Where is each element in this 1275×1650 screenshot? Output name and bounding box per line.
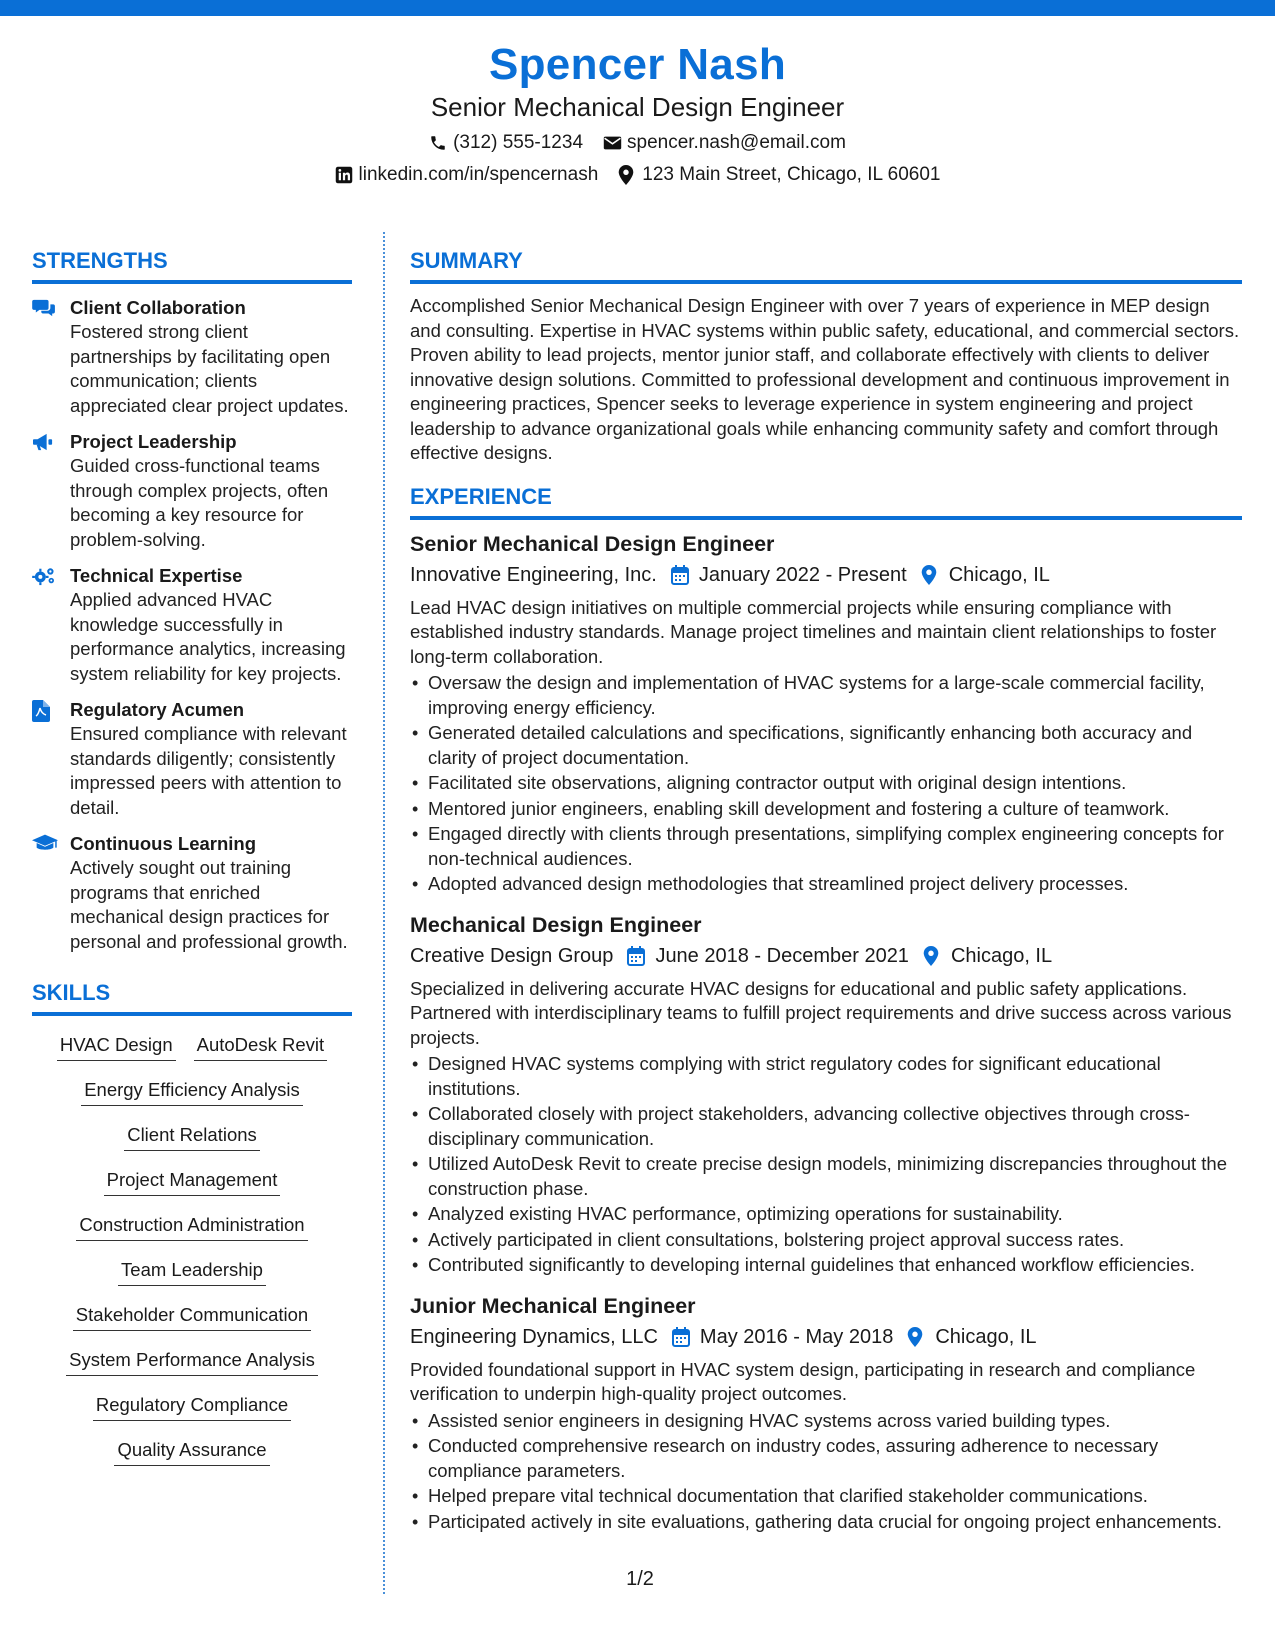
skill-row <box>32 1339 352 1384</box>
job-bullet: • Facilitated site observations, aligning contractor output with original design intentions. <box>410 771 1242 796</box>
job-dates: January 2022 - Present <box>698 563 907 586</box>
contact-row-1 <box>0 131 1275 155</box>
strength-desc: Ensured compliance with relevant standards diligently; consistently impressed peers with attention to detail. <box>70 723 347 818</box>
job-bullet: • Adopted advanced design methodologies that streamlined project delivery processes. <box>410 872 1242 897</box>
skill-tag: Team Leadership <box>118 1258 266 1286</box>
skill-row <box>32 1069 352 1114</box>
job-bullet: • Mentored junior engineers, enabling skill development and fostering a culture of teamwork. <box>410 797 1242 822</box>
job-bullet: • Analyzed existing HVAC performance, optimizing operations for sustainability. <box>410 1202 1242 1227</box>
experience-title: EXPERIENCE <box>410 484 1242 520</box>
job-bullets <box>410 671 1242 897</box>
job-entry <box>410 530 1242 897</box>
job-bullet: • Conducted comprehensive research on industry codes, assuring adherence to necessary compliance parameters. <box>410 1434 1242 1483</box>
page-number: 1/2 <box>626 1568 654 1590</box>
job-company: Engineering Dynamics, LLC <box>410 1325 658 1348</box>
skill-row <box>32 1114 352 1159</box>
megaphone-icon <box>32 430 70 552</box>
linkedin-text: linkedin.com/in/spencernash <box>358 164 599 185</box>
linkedin-contact[interactable] <box>335 164 599 186</box>
job-bullet: • Oversaw the design and implementation of HVAC systems for a large-scale commercial facility, improving energy efficiency. <box>410 671 1242 720</box>
job-description: Lead HVAC design initiatives on multiple commercial projects while ensuring compliance with established industry standards. Manage project timelines and maintain client relationships to foster long-term collaboration. <box>410 596 1217 667</box>
map-pin-icon <box>907 1326 927 1348</box>
skill-tag: System Performance Analysis <box>66 1348 318 1376</box>
skill-row <box>32 1294 352 1339</box>
job-location: Chicago, IL <box>948 563 1050 586</box>
job-bullet: • Helped prepare vital technical documentation that clarified stakeholder communications. <box>410 1484 1242 1509</box>
resume-header <box>0 40 1275 187</box>
job-bullet: • Utilized AutoDesk Revit to create precise design models, minimizing discrepancies throughout the construction phase. <box>410 1152 1242 1201</box>
skill-tag: Construction Administration <box>76 1213 307 1241</box>
summary-text: Accomplished Senior Mechanical Design Engineer with over 7 years of experience in MEP design and consulting. Expertise in HVAC systems within public safety, educational, and commercial sectors. Proven ability to lead projects, mentor junior staff, and collaborate effectively with clients to deliver innovative design solutions. Committed to professional development and continuous improvement in engineering practices, Spencer seeks to leverage experience in system engineering and project leadership to advance organizational goals while enhancing community safety and comfort through effective designs. <box>410 295 1240 463</box>
job-bullet: • Participated actively in site evaluations, gathering data crucial for ongoing project enhancements. <box>410 1510 1242 1535</box>
skill-tag: HVAC Design <box>57 1033 176 1061</box>
skill-tag: Project Management <box>104 1168 281 1196</box>
job-bullet: • Contributed significantly to developing internal guidelines that enhanced workflow efficiencies. <box>410 1253 1242 1278</box>
strength-title: Client Collaboration <box>70 297 246 318</box>
job-bullet: • Engaged directly with clients through presentations, simplifying complex engineering concepts for non-technical audiences. <box>410 822 1242 871</box>
strength-item <box>32 698 352 820</box>
strength-item <box>32 564 352 686</box>
skill-tag: Energy Efficiency Analysis <box>81 1078 303 1106</box>
candidate-role: Senior Mechanical Design Engineer <box>430 92 845 122</box>
top-accent-bar <box>0 0 1275 16</box>
strength-title: Project Leadership <box>70 431 237 452</box>
map-pin-icon <box>923 945 943 967</box>
map-pin-icon <box>618 165 638 185</box>
skill-tag: Regulatory Compliance <box>93 1393 291 1421</box>
phone-icon <box>429 133 449 153</box>
job-bullets <box>410 1409 1242 1535</box>
job-bullet: • Designed HVAC systems complying with strict regulatory codes for significant educational institutions. <box>410 1052 1242 1101</box>
summary-title: SUMMARY <box>410 248 1242 284</box>
skills-list <box>32 1024 352 1474</box>
column-divider <box>383 232 385 1594</box>
job-title: Mechanical Design Engineer <box>410 912 702 937</box>
skill-row <box>32 1024 352 1069</box>
strength-item <box>32 832 352 954</box>
job-bullet: • Actively participated in client consultations, bolstering project approval success rates. <box>410 1228 1242 1253</box>
strengths-title: STRENGTHS <box>32 248 352 284</box>
linkedin-icon <box>335 165 355 185</box>
envelope-icon <box>603 133 623 153</box>
document-icon <box>32 698 70 820</box>
job-meta <box>410 560 1242 590</box>
skill-row <box>32 1204 352 1249</box>
skill-tag: Client Relations <box>124 1123 260 1151</box>
skill-tag: Quality Assurance <box>114 1438 269 1466</box>
comments-icon <box>32 296 70 418</box>
job-bullet: • Collaborated closely with project stakeholders, advancing collective objectives through cross-disciplinary communication. <box>410 1102 1242 1151</box>
job-bullet: • Assisted senior engineers in designing HVAC systems across varied building types. <box>410 1409 1242 1434</box>
candidate-name: Spencer Nash <box>488 40 787 89</box>
skill-row <box>32 1249 352 1294</box>
job-title: Junior Mechanical Engineer <box>410 1293 696 1318</box>
strength-title: Technical Expertise <box>70 565 243 586</box>
job-company: Innovative Engineering, Inc. <box>410 563 657 586</box>
strength-desc: Applied advanced HVAC knowledge successfully in performance analytics, increasing system reliability for key projects. <box>70 589 346 684</box>
gears-icon <box>32 564 70 686</box>
strength-desc: Fostered strong client partnerships by facilitating open communication; clients appreciated clear project updates. <box>70 321 349 416</box>
left-column <box>32 248 352 1474</box>
strength-desc: Guided cross-functional teams through complex projects, often becoming a key resource for problem-solving. <box>70 455 329 550</box>
skill-tag: AutoDesk Revit <box>194 1033 328 1061</box>
strength-item <box>32 296 352 418</box>
calendar-icon <box>672 1326 692 1348</box>
job-bullets <box>410 1052 1242 1278</box>
job-company: Creative Design Group <box>410 944 614 967</box>
strength-item <box>32 430 352 552</box>
job-location: Chicago, IL <box>935 1325 1037 1348</box>
map-pin-icon <box>921 564 941 586</box>
graduation-cap-icon <box>32 832 70 954</box>
skill-row <box>32 1384 352 1429</box>
right-column <box>410 248 1242 1534</box>
job-bullet: • Generated detailed calculations and specifications, significantly enhancing both accuracy and clarity of project documentation. <box>410 721 1242 770</box>
address-text: 123 Main Street, Chicago, IL 60601 <box>642 164 941 185</box>
calendar-icon <box>671 564 691 586</box>
job-meta <box>410 941 1242 971</box>
strength-desc: Actively sought out training programs that enriched mechanical design practices for personal and professional growth. <box>70 857 348 952</box>
email-text: spencer.nash@email.com <box>627 132 846 153</box>
job-entry <box>410 1292 1242 1535</box>
skill-tag: Stakeholder Communication <box>73 1303 311 1331</box>
email-contact[interactable] <box>603 132 846 154</box>
job-description: Specialized in delivering accurate HVAC designs for educational and public safety applications. Partnered with interdisciplinary teams to fulfill project requirements and drive success across various projects. <box>410 977 1232 1048</box>
job-meta <box>410 1322 1242 1352</box>
skill-row <box>32 1159 352 1204</box>
contact-row-2 <box>0 163 1275 187</box>
calendar-icon <box>627 945 647 967</box>
job-title: Senior Mechanical Design Engineer <box>410 531 775 556</box>
address-contact <box>618 164 940 186</box>
job-location: Chicago, IL <box>950 944 1053 967</box>
strength-title: Continuous Learning <box>70 833 257 854</box>
phone-text: (312) 555-1234 <box>453 132 584 153</box>
phone-contact <box>429 132 583 154</box>
skills-title: SKILLS <box>32 980 352 1016</box>
strength-title: Regulatory Acumen <box>70 699 245 720</box>
job-dates: May 2016 - May 2018 <box>699 1325 894 1348</box>
job-entry <box>410 911 1242 1278</box>
job-description: Provided foundational support in HVAC system design, participating in research and compliance verification to underpin high-quality project outcomes. <box>410 1358 1196 1404</box>
skill-row <box>32 1429 352 1474</box>
job-dates: June 2018 - December 2021 <box>655 944 909 967</box>
